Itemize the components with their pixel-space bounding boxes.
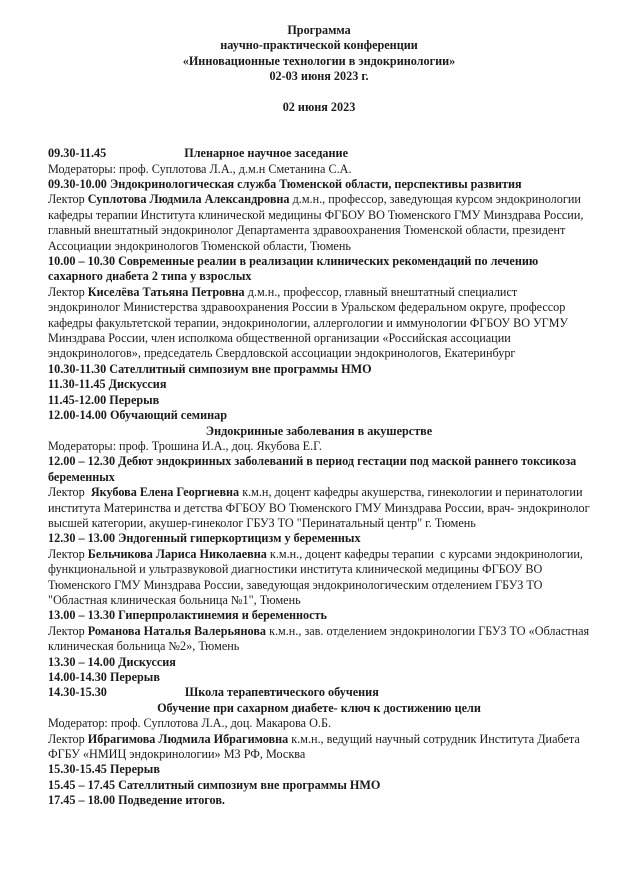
blank-line [48,85,590,100]
tab-space [106,156,184,157]
document-line [48,285,590,362]
text-run: Пленарное научное заседание [184,146,348,161]
document-line [48,177,590,192]
document-line [48,424,590,439]
text-run: Лектор [48,546,88,561]
document-line [48,685,590,700]
text-run: Лектор [48,731,88,746]
document-line [48,485,593,531]
blank-line [48,115,590,130]
text-run: Программа [287,23,351,37]
text-run: к.м.н., ведущий научный сотрудник Института Диабета ФГБУ «НМИЦ эндокринологии» МЗ РФ, Москва [48,731,583,762]
text-run: научно-практической конференции [220,38,418,53]
text-run: 13.00 – 13.30 Гиперпролактинемия и беременность [48,608,327,623]
document-line [48,732,590,763]
document-line [48,100,590,115]
document-line [48,670,590,685]
text-run: к.м.н., доцент кафедры терапии с курсами эндокринологии, функциональной и ультразвуковой диагностики института клинической медицины ФГБОУ ВО Тюменского ГМУ Минздрава России, заведующая эндокринологическим отделением ГБУЗ ТО "Областная клиническая больница №1", Тюмень [48,546,586,607]
document-line [48,547,590,609]
tab-space [107,695,185,696]
document-line [48,254,590,285]
document-line [48,362,590,377]
text-run: 10.30-11.30 Сателлитный симпозиум вне программы НМО [48,361,372,376]
document-line [48,716,590,731]
document-line [48,454,590,485]
text-run: 09.30-11.45 [48,146,107,161]
text-run: Лектор [48,192,88,207]
document-line [48,192,590,254]
text-run: Эндокринные заболевания в акушерстве [205,423,433,438]
document-line [48,531,590,546]
document-line [48,146,590,161]
text-run: 09.30-10.00 Эндокринологическая служба Тюменской области, перспективы развития [48,177,522,192]
document-line [48,655,590,670]
text-run: Модераторы: проф. Суплотова Л.А., д.м.н Сметанина С.А. [48,161,352,176]
text-run: Киселёва Татьяна Петровна [87,284,245,299]
text-run: 14.30-15.30 [48,685,107,700]
text-run: Лектор [48,485,91,500]
text-run: 02-03 июня 2023 г. [269,69,369,84]
document-line [48,778,590,793]
text-run: 13.30 – 14.00 Дискуссия [48,654,176,669]
text-run: Лектор [48,284,88,299]
text-run: Суплотова Людмила Александровна [87,192,290,207]
document-line [48,608,590,623]
text-run: Бельчикова Лариса Николаевна [87,546,267,561]
document-line [48,69,590,84]
text-run: 11.45-12.00 Перерыв [48,392,160,407]
document-line [48,393,590,408]
text-run: Романова Наталья Валерьянова [87,623,267,638]
text-run: д.м.н., профессор, главный внештатный специалист эндокринолог Министерства здравоохранения России в Уральском федеральном округе, профессор кафедры факультетской терапии, эндокринологии, аллергологии и иммунологии ФГБОУ ВО УГМУ Минздрава России, член исполкома общественной организации «Российская ассоциации эндокринологов», председатель Свердловской ассоциации эндокринологов, Екатеринбург [48,284,572,361]
text-run: 12.00-14.00 Обучающий семинар [48,408,227,423]
blank-line [48,131,590,146]
text-run: Обучение при сахарном диабете- ключ к достижению цели [157,700,481,715]
text-run: 15.30-15.45 Перерыв [48,762,160,777]
document-line [48,701,590,716]
text-run: Ибрагимова Людмила Ибрагимовна [87,731,289,746]
text-run: Модераторы: проф. Трошина И.А., доц. Якубова Е.Г. [48,438,322,453]
text-run: 12.00 – 12.30 Дебют эндокринных заболеваний в период гестации под маской раннего токсикоза беременных [48,454,580,484]
document-line [48,23,590,38]
text-run: д.м.н., профессор, заведующая курсом эндокринологии кафедры терапии Института клинической медицины ФГБОУ ВО Тюменского ГМУ Минздрава России, главный внештатный эндокринолог Департамента здравоохранения Тюменской области, президент Ассоциации эндокринологов Тюменской области, Тюмень [48,192,587,253]
document-line [48,408,590,423]
document-line [48,38,590,53]
document-line [48,793,590,808]
text-run: Школа терапевтического обучения [184,685,379,700]
text-run: Лектор [48,623,88,638]
text-run: к.м.н, доцент кафедры акушерства, гинекологии и перинатологии института Материнства и детства ФГБОУ ВО Тюменского ГМУ Минздрава России, врач- эндокринолог высшей категории, акушер-гинеколог ГБУЗ ТО "Перинатальный центр" г. Тюмень [48,485,593,530]
text-run: 15.45 – 17.45 Сателлитный симпозиум вне программы НМО [48,777,381,792]
text-run: 02 июня 2023 [282,100,356,115]
document-line [48,162,590,177]
document-line [48,623,593,655]
text-run: 12.30 – 13.00 Эндогенный гиперкортицизм у беременных [48,531,361,546]
text-run: «Инновационные технологии в эндокринологии» [182,53,456,68]
text-run: к.м.н., зав. отделением эндокринологии ГБУЗ ТО «Областная клиническая больница №2», Тюмень [48,623,593,654]
text-run: 14.00-14.30 Перерыв [48,670,160,685]
text-run: 10.00 – 10.30 Современные реалии в реализации клинических рекомендаций по лечению сахарного диабета 2 типа у взрослых [48,254,542,284]
conference-program-document [48,23,593,809]
document-line [48,377,590,392]
text-run: Якубова Елена Георгиевна [90,485,240,500]
text-run: 17.45 – 18.00 Подведение итогов. [48,793,225,808]
text-run: 11.30-11.45 Дискуссия [48,377,167,392]
document-line [48,54,590,69]
document-line [48,439,590,454]
text-run: Модератор: проф. Суплотова Л.А., доц. Макарова О.Б. [48,716,332,731]
document-line [48,762,590,777]
